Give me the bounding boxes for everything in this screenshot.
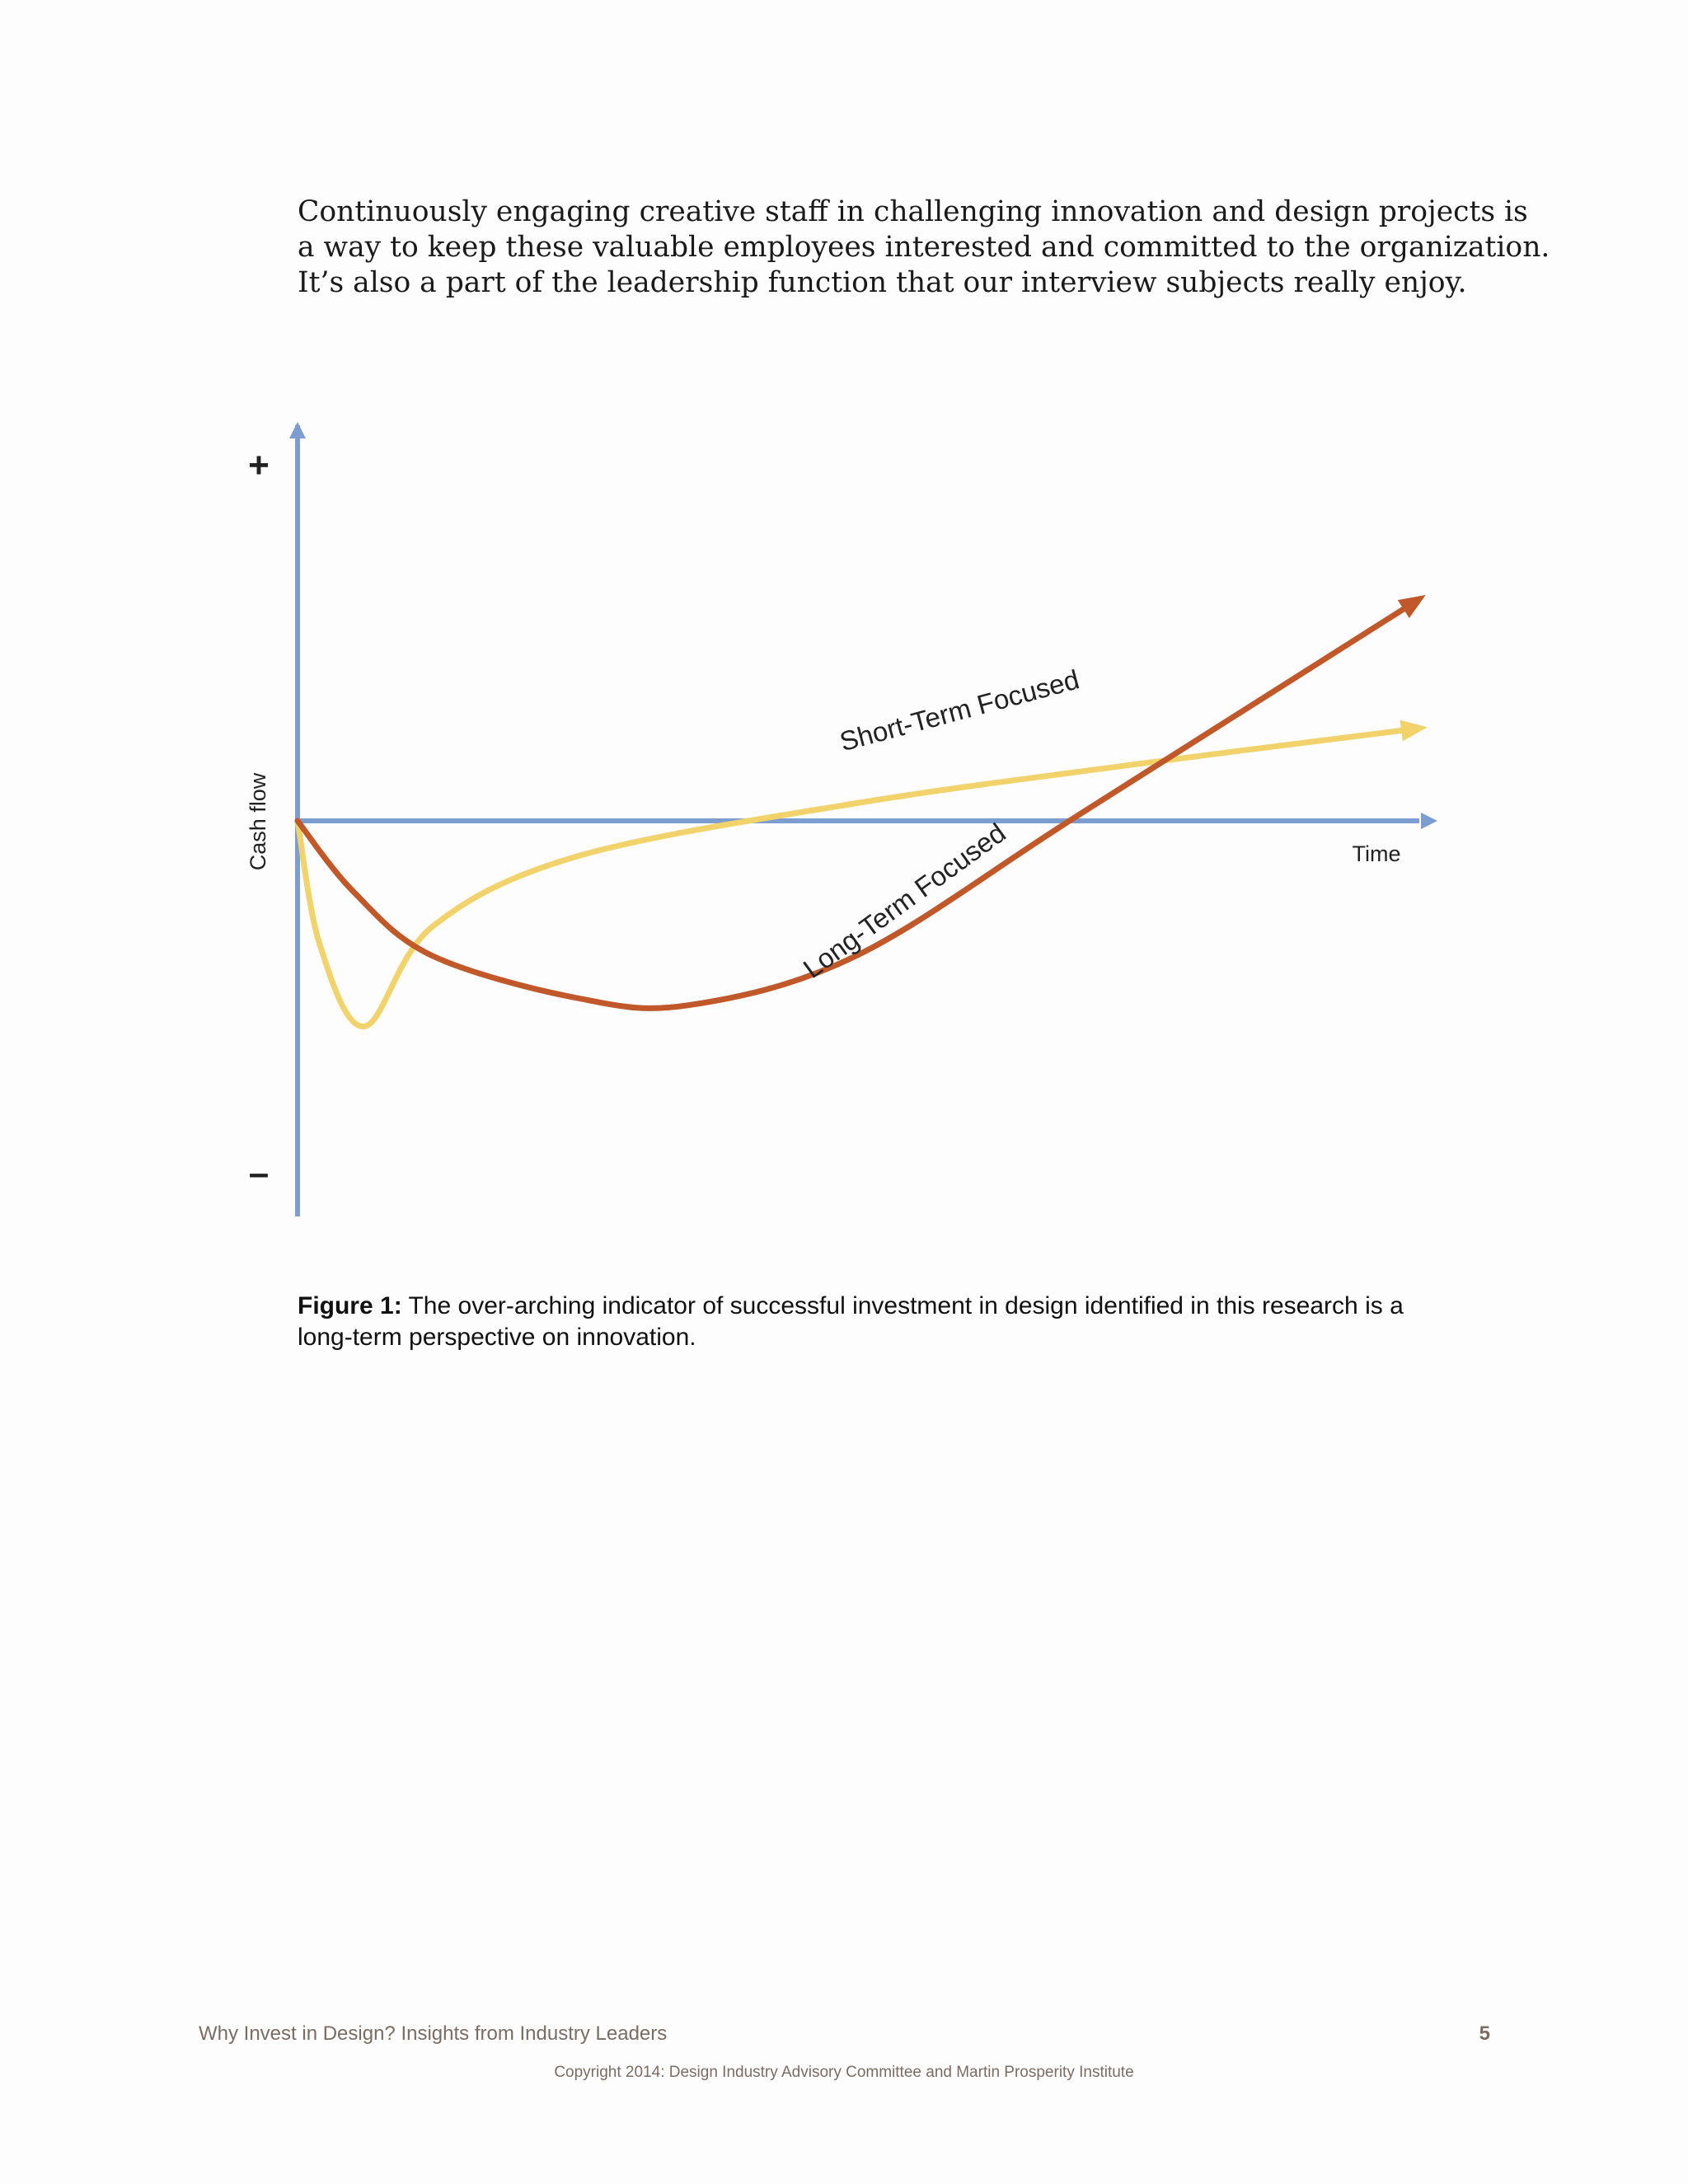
figure-caption-text: The over-arching indicator of successful investment in design identified in this research is a [408,1292,1404,1319]
figure-caption-line: long-term perspective on innovation. [298,1324,696,1351]
footer-page-number: 5 [1479,2022,1490,2045]
long-term-series-label: Long-Term Focused [797,817,1011,984]
long-term-series-arrowhead [1398,595,1426,618]
figure-caption [298,1291,1435,1353]
y-axis-arrowhead [289,422,306,438]
x-axis-arrowhead [1421,813,1437,829]
intro-line: It’s also a part of the leadership function that our interview subjects really enjoy. [298,266,1467,299]
short-term-series-line [298,729,1416,1026]
x-axis-label: Time [1352,841,1401,866]
intro-paragraph [298,194,1550,301]
y-axis-minus-label: – [248,1153,270,1193]
footer-copyright: Copyright 2014: Design Industry Advisory Committee and Martin Prosperity Institute [554,2064,1134,2081]
figure-caption-line [298,1291,1435,1322]
short-term-series-label: Short-Term Focused [836,663,1083,757]
short-term-series-arrowhead [1400,720,1428,742]
intro-line: Continuously engaging creative staff in challenging innovation and design projects is [298,195,1528,228]
y-axis-label: Cash flow [246,772,270,871]
figure-label: Figure 1: [298,1292,402,1319]
cash-flow-chart [0,396,1688,1253]
y-axis-plus-label: + [248,445,270,485]
footer-document-title: Why Invest in Design? Insights from Industry Leaders [199,2022,668,2045]
intro-line: a way to keep these valuable employees interested and committed to the organization. [298,231,1550,264]
